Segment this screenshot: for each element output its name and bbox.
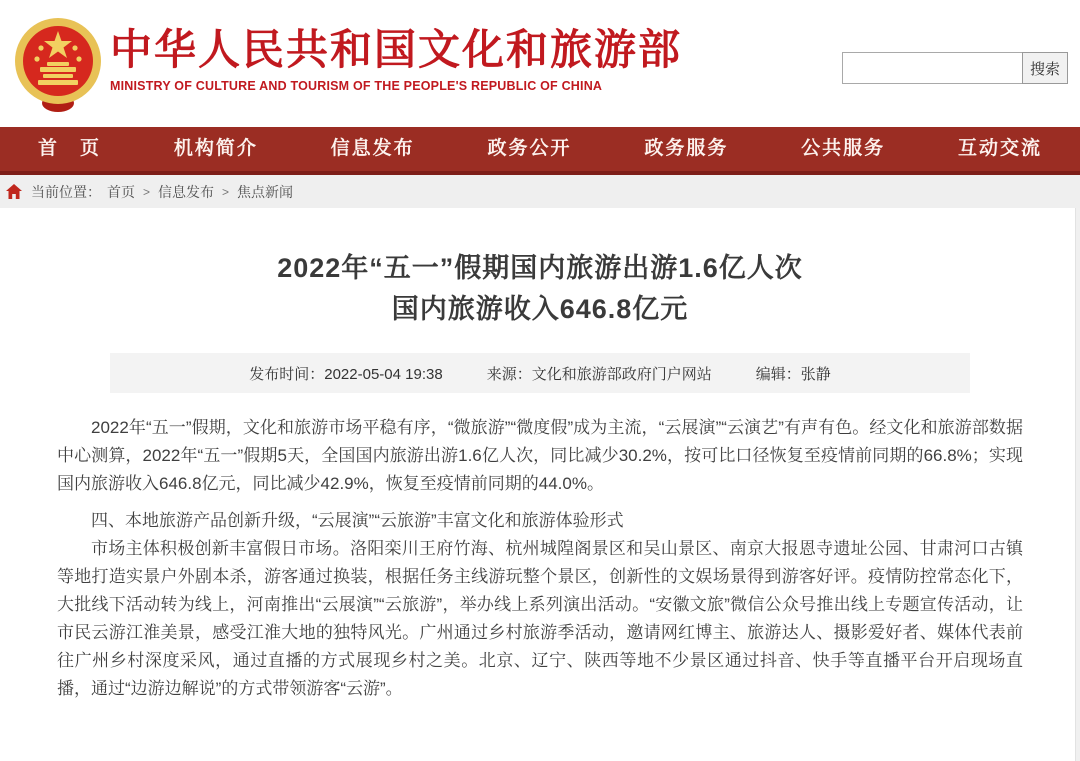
nav-item-interaction[interactable]: 互动交流: [957, 138, 1042, 159]
breadcrumb-separator: >: [143, 184, 151, 199]
article-title-line1: 2022年“五一”假期国内旅游出游1.6亿人次: [277, 253, 803, 283]
nav-item-info-release[interactable]: 信息发布: [330, 138, 415, 159]
nav-item-gov-disclosure[interactable]: 政务公开: [487, 138, 572, 159]
search-input[interactable]: [842, 52, 1022, 84]
article-section-heading: 四、本地旅游产品创新升级，“云展演”“云旅游”丰富文化和旅游体验形式: [91, 511, 624, 530]
main-nav: [0, 127, 1080, 175]
breadcrumb-item-focus-news[interactable]: 焦点新闻: [237, 183, 294, 200]
meta-editor: 编辑：张静: [755, 365, 831, 383]
search-bar: [842, 52, 1068, 84]
breadcrumb-label: 当前位置：: [31, 183, 101, 200]
breadcrumb-separator: >: [222, 184, 230, 199]
site-title: 中华人民共和国文化和旅游部: [110, 26, 683, 73]
national-emblem-logo: [14, 15, 102, 115]
article-paragraph-2: 市场主体积极创新丰富假日市场。洛阳栾川王府竹海、杭州城隍阁景区和吴山景区、南京大报恩寺遗址公园、甘肃河口古镇等地打造实景户外剧本杀，游客通过换装，根据任务主线游玩整个景区，创新性的文娱场景得到游客好评。疫情防控常态化下，大批线下活动转为线上，河南推出“云展演”“云旅游”，举办线上系列演出活动。“安徽文旅”微信公众号推出线上专题宣传活动，让市民云游江淮美景，感受江淮大地的独特风光。广州通过乡村旅游季活动，邀请网红博主、旅游达人、摄影爱好者、媒体代表前往广州乡村深度采风，通过直播的方式展现乡村之美。北京、辽宁、陕西等地不少景区通过抖音、快手等直播平台开启现场直播，通过“边游边解说”的方式带领游客“云游”。: [57, 539, 1023, 698]
brand-block: [110, 26, 682, 93]
breadcrumb-item-info-release[interactable]: 信息发布: [158, 183, 215, 200]
article-body: [57, 414, 1023, 703]
page-right-edge: [1075, 208, 1080, 761]
article-title: [40, 248, 1040, 330]
breadcrumb-item-home[interactable]: 首页: [107, 183, 135, 200]
search-button[interactable]: 搜索: [1022, 52, 1068, 84]
nav-item-gov-services[interactable]: 政务服务: [644, 138, 729, 159]
article: [0, 248, 1080, 703]
nav-item-public-services[interactable]: 公共服务: [801, 138, 886, 159]
article-meta-bar: [110, 353, 970, 393]
article-title-line2: 国内旅游收入646.8亿元: [391, 294, 689, 324]
meta-publish-time: 发布时间：2022-05-04 19:38: [249, 365, 443, 383]
home-icon[interactable]: [6, 184, 22, 199]
site-header: [0, 0, 1080, 127]
breadcrumb: [0, 175, 1080, 208]
meta-source: 来源：文化和旅游部政府门户网站: [486, 365, 712, 383]
nav-item-home[interactable]: 首 页: [38, 138, 102, 159]
site-subtitle: MINISTRY OF CULTURE AND TOURISM OF THE PEOPLE'S REPUBLIC OF CHINA: [110, 79, 603, 93]
nav-item-about[interactable]: 机构简介: [173, 138, 258, 159]
article-paragraph-1: 2022年“五一”假期，文化和旅游市场平稳有序，“微旅游”“微度假”成为主流，“云展演”“云演艺”有声有色。经文化和旅游部数据中心测算，2022年“五一”假期5天，全国国内旅游出游1.6亿人次，同比减少30.2%，按可比口径恢复至疫情前同期的66.8%；实现国内旅游收入646.8亿元，同比减少42.9%，恢复至疫情前同期的44.0%。: [57, 418, 1023, 493]
